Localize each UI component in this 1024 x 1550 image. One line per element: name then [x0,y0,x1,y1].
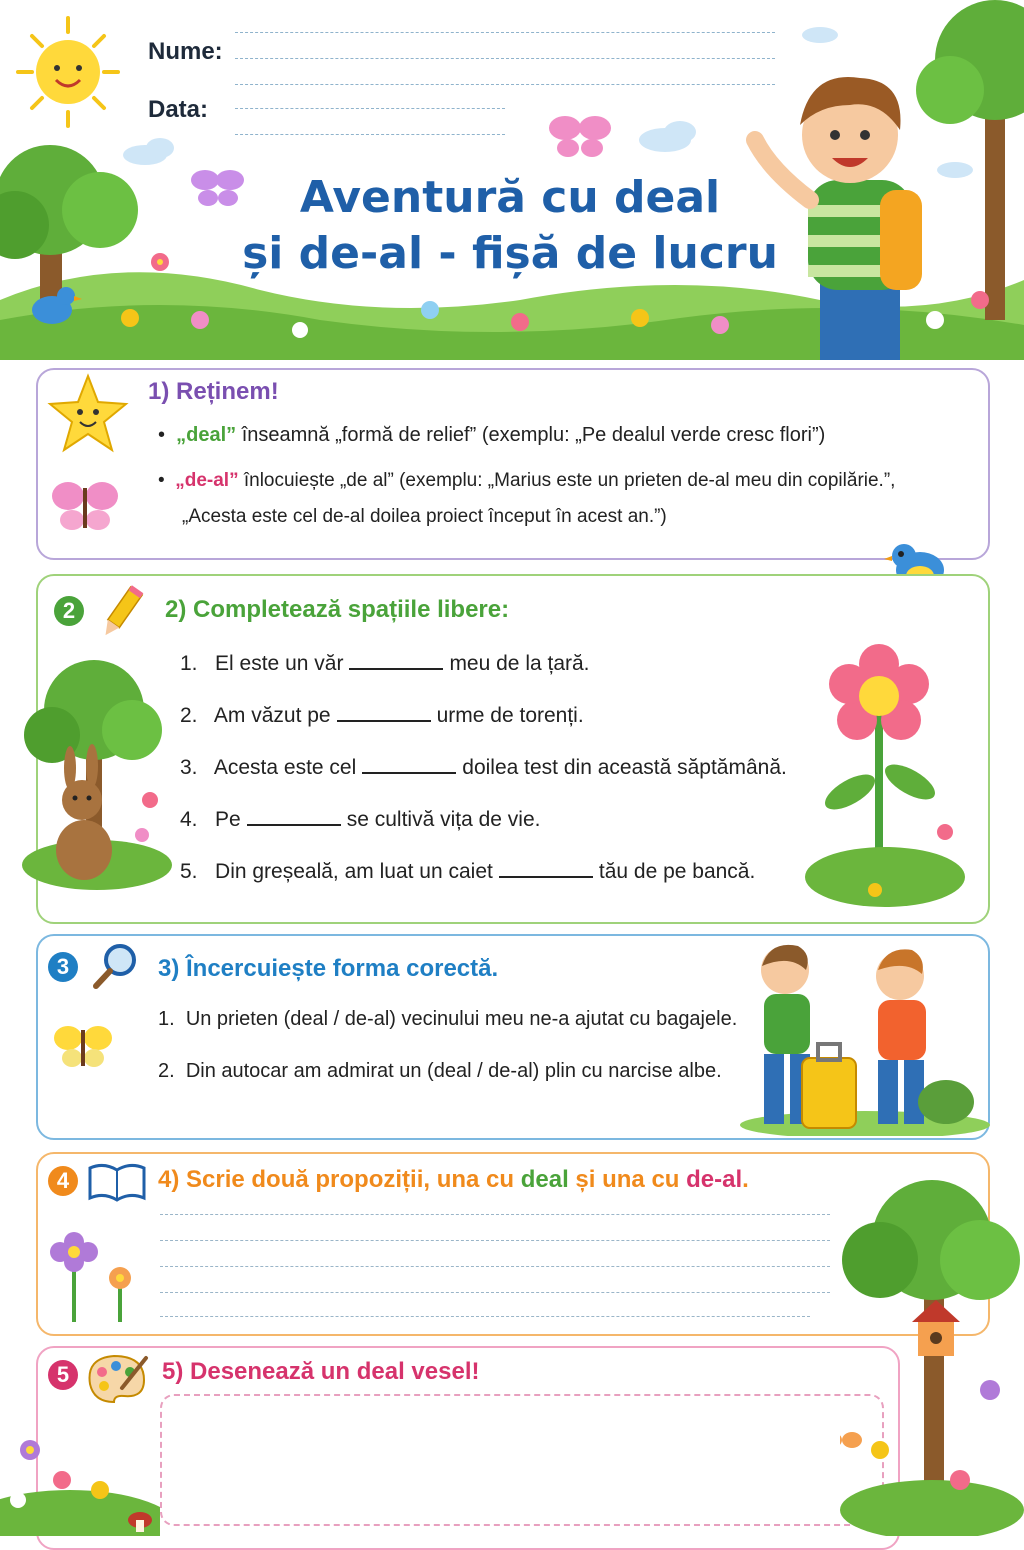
tree-rabbit-decor [22,650,172,900]
blank-field[interactable] [499,876,593,878]
rule-deal-text: înseamnă „formă de relief” (exemplu: „Pe dealul verde cresc flori”) [241,424,826,446]
rule-de-al: • „de-al” înlocuiește „de al” (exemplu: „Marius este un prieten de-al meu din copilărie.”, [158,470,896,491]
fill-item: 2. Am văzut pe urme de torenți. [180,704,584,727]
writing-line[interactable] [160,1292,830,1293]
circle-item: 2. Din autocar am admirat un (deal / de-al) plin cu narcise albe. [158,1060,722,1082]
rule-de-al-text: înlocuiește „de al” (exemplu: „Marius este un prieten de-al meu din copilărie.”, [243,470,896,491]
page-title [200,170,820,282]
title-line-2: și de-al - fișă de lucru [242,228,778,279]
drawing-area[interactable] [160,1394,884,1526]
rule-de-al-term: „de-al” [175,470,239,491]
name-line-2[interactable] [235,58,775,59]
blank-field[interactable] [247,824,341,826]
fill-item: 4. Pe se cultivă vița de vie. [180,808,541,831]
flowers-decor [44,1222,144,1328]
pencil-icon [98,584,144,642]
date-label: Data: [148,96,209,123]
section-1-title: 1) Reținem! [148,378,279,405]
section-5-title: 5) Desenează un deal vesel! [162,1358,480,1385]
magnifier-icon [90,940,142,992]
blank-field[interactable] [349,668,443,670]
fill-item: 1. El este un văr meu de la țară. [180,652,590,675]
writing-line[interactable] [160,1240,830,1241]
section-4-title: 4) Scrie două propoziții, una cu deal și una cu de-al. [158,1166,749,1193]
meadow-left-decor [0,1350,160,1536]
section-3-title: 3) Încercuiește forma corectă. [158,955,499,982]
star-butterfly-decor [46,372,130,552]
date-line[interactable] [235,108,505,109]
rule-deal-term: „deal” [176,424,237,446]
writing-line[interactable] [160,1266,830,1267]
boys-luggage-decor [740,940,990,1136]
name-line[interactable] [235,32,775,33]
title-line-1: Aventură cu deal [299,172,721,223]
rule-deal: • „deal” înseamnă „formă de relief” (exemplu: „Pe dealul verde cresc flori”) [158,424,826,446]
book-icon [86,1160,148,1204]
date-line-2[interactable] [235,134,505,135]
tree-birdhouse-decor [840,1150,1024,1536]
circle-item: 1. Un prieten (deal / de-al) vecinului meu ne-a ajutat cu bagajele. [158,1008,738,1030]
writing-line[interactable] [160,1316,810,1317]
flower-decor [805,612,975,912]
rule-de-al-cont: „Acesta este cel de-al doilea proiect început în acest an.”) [182,506,667,527]
blank-field[interactable] [337,720,431,722]
section-2-badge: 2 [54,596,84,626]
section-5-badge: 5 [48,1360,78,1390]
name-line-3[interactable] [235,84,775,85]
blank-field[interactable] [362,772,456,774]
writing-line[interactable] [160,1214,830,1215]
butterfly-icon [52,1018,114,1076]
section-3-badge: 3 [48,952,78,982]
section-4-badge: 4 [48,1166,78,1196]
section-2-title: 2) Completează spațiile libere: [165,596,510,623]
fill-item: 5. Din greșeală, am luat un caiet tău de pe bancă. [180,860,756,883]
fill-item: 3. Acesta este cel doilea test din această săptămână. [180,756,787,779]
name-label: Nume: [148,38,223,65]
